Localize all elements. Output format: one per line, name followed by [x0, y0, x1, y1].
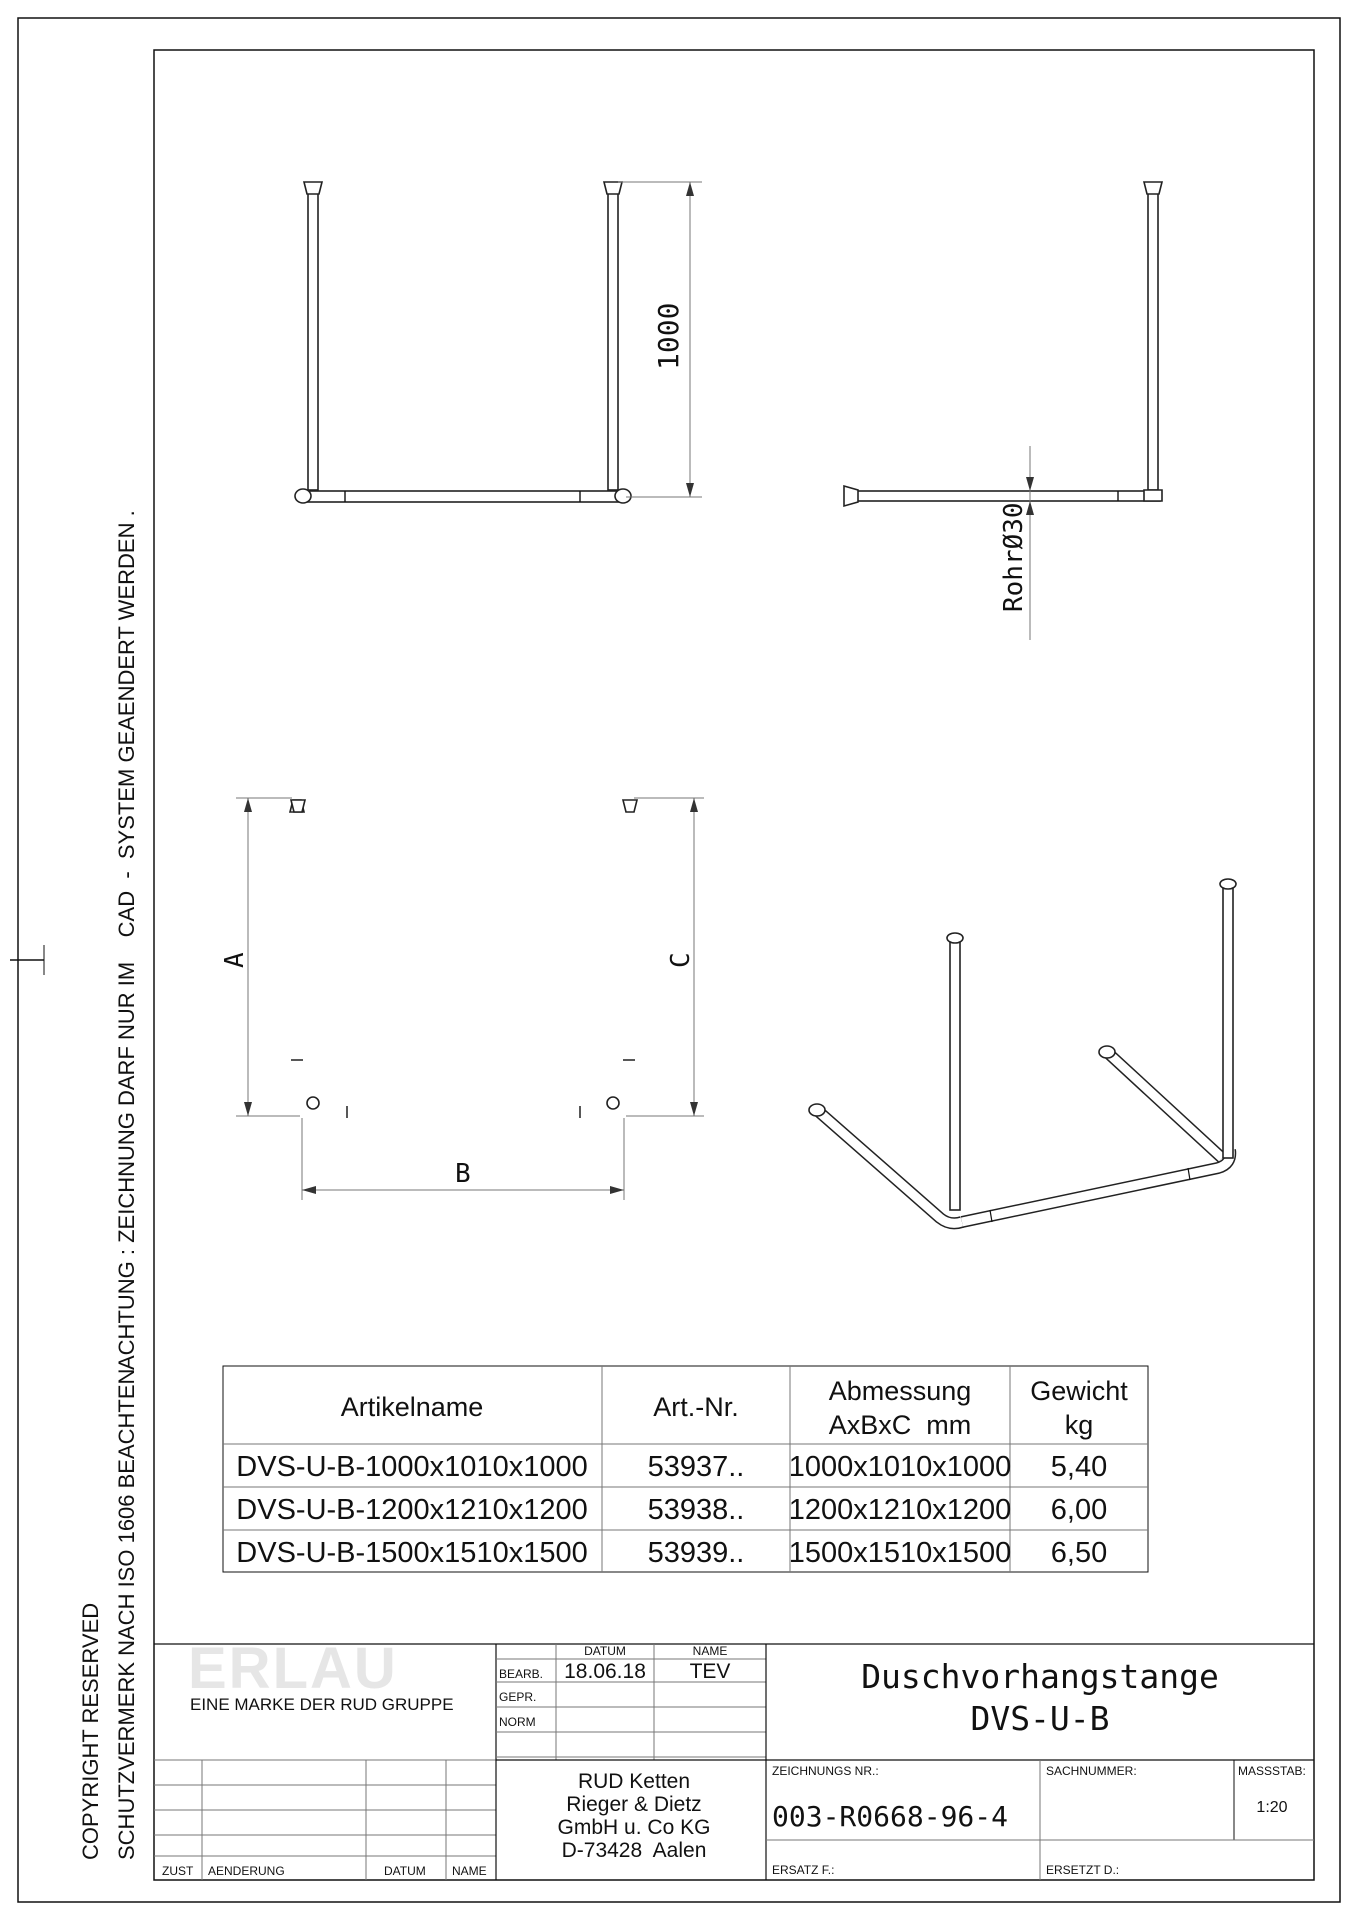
company-line-3: GmbH u. Co KG: [557, 1816, 711, 1839]
isometric-view: [809, 879, 1236, 1223]
col-header-weight-2: kg: [1064, 1410, 1094, 1440]
dimension-a: A: [220, 952, 250, 968]
scale-value: 1:20: [1256, 1799, 1288, 1816]
company-line-2: Rieger & Dietz: [566, 1793, 702, 1816]
table-row: [236, 1451, 1107, 1483]
company-line-1: RUD Ketten: [577, 1770, 691, 1793]
dimension-c: C: [666, 952, 696, 968]
front-view: [295, 182, 702, 503]
col-header-dim-2: AxBxC mm: [828, 1410, 972, 1440]
rev-aenderung-label: AENDERUNG: [208, 1864, 285, 1878]
svg-text:53938..: 53938..: [647, 1494, 745, 1526]
col-header-dim-1: Abmessung: [828, 1376, 972, 1406]
gepr-label: GEPR.: [499, 1690, 537, 1704]
part-no-label: SACHNUMMER:: [1046, 1764, 1137, 1778]
table-row: [236, 1494, 1107, 1526]
svg-text:DVS-U-B-1000x1010x1000: DVS-U-B-1000x1010x1000: [236, 1451, 588, 1483]
svg-text:1500x1510x1500: 1500x1510x1500: [788, 1537, 1012, 1569]
svg-text:6,00: 6,00: [1050, 1494, 1108, 1526]
dimension-b: B: [455, 1159, 471, 1189]
company-line-4: D-73428 Aalen: [561, 1839, 707, 1862]
ersetzt-label: ERSETZT D.:: [1046, 1863, 1120, 1877]
col-header-name: Artikelname: [340, 1392, 484, 1422]
svg-text:5,40: 5,40: [1050, 1451, 1108, 1483]
copyright-note: COPYRIGHT RESERVED: [78, 1602, 103, 1860]
datum-header: DATUM: [584, 1644, 626, 1658]
svg-text:DVS-U-B-1200x1210x1200: DVS-U-B-1200x1210x1200: [236, 1494, 588, 1526]
name-header: NAME: [692, 1644, 728, 1658]
cad-warning-note: ACHTUNG : ZEICHNUNG DARF NUR IM CAD - SYSTEM GEAENDERT WERDEN .: [114, 510, 139, 1370]
tube-diameter-label: RohrØ30: [999, 502, 1029, 612]
bearb-label: BEARB.: [499, 1667, 544, 1681]
side-view: [844, 182, 1162, 640]
erlau-logo: ERLAU: [188, 1636, 398, 1701]
svg-text:DVS-U-B-1500x1510x1500: DVS-U-B-1500x1510x1500: [236, 1537, 588, 1569]
bearb-name: TEV: [689, 1660, 731, 1683]
svg-text:53937..: 53937..: [647, 1451, 745, 1483]
article-table: [223, 1366, 1148, 1572]
drawing-title-2: DVS-U-B: [970, 1699, 1110, 1738]
plan-view: [220, 798, 704, 1200]
title-block: [154, 1636, 1314, 1880]
ersatz-label: ERSATZ F.:: [772, 1863, 835, 1877]
table-row: [236, 1537, 1107, 1569]
brand-tagline: EINE MARKE DER RUD GRUPPE: [190, 1695, 454, 1714]
bearb-date: 18.06.18: [564, 1660, 646, 1683]
drawing-no-label: ZEICHNUNGS NR.:: [772, 1764, 879, 1778]
protection-note: SCHUTZVERMERK NACH ISO 1606 BEACHTEN: [114, 1368, 139, 1860]
dimension-1000: 1000: [652, 302, 685, 370]
rev-zust-label: ZUST: [162, 1864, 194, 1878]
drawing-number: 003-R0668-96-4: [772, 1800, 1009, 1833]
drawing-title-1: Duschvorhangstange: [861, 1657, 1219, 1696]
col-header-art-nr: Art.-Nr.: [653, 1392, 739, 1422]
col-header-weight-1: Gewicht: [1030, 1376, 1128, 1406]
rev-datum-label: DATUM: [384, 1864, 426, 1878]
rev-name-label: NAME: [452, 1864, 487, 1878]
svg-text:6,50: 6,50: [1050, 1537, 1108, 1569]
svg-text:1000x1010x1000: 1000x1010x1000: [788, 1451, 1012, 1483]
norm-label: NORM: [499, 1715, 536, 1729]
svg-text:53939..: 53939..: [647, 1537, 745, 1569]
scale-label: MASSSTAB:: [1238, 1764, 1306, 1778]
svg-text:1200x1210x1200: 1200x1210x1200: [788, 1494, 1012, 1526]
